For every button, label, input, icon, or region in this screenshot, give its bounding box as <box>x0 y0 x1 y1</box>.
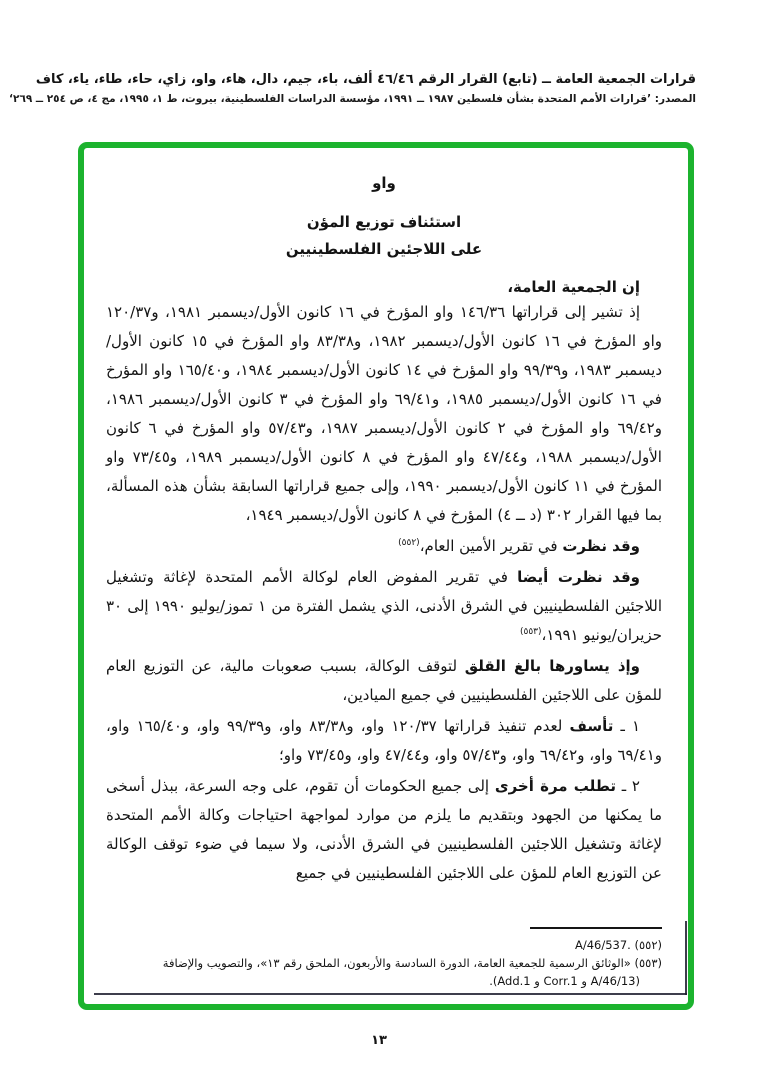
paragraph-lead-words: تطلب مرة أخرى <box>494 777 617 795</box>
paragraph-lead-words: وقد نظرت أيضا <box>517 568 640 586</box>
footnote-separator <box>530 927 662 929</box>
paragraph-lead-words: تأسف <box>569 717 614 735</box>
document-title-line2: على اللاجئين الفلسطينيين <box>285 240 483 258</box>
header-title: قرارات الجمعية العامة ــ (تابع) القرار الرقم ٤٦/٤٦ ألف، باء، جيم، دال، هاء، واو، زاي، حاء، طاء، ياء، كاف <box>35 72 696 87</box>
resolution-paragraph: وقد نظرت أيضا في تقرير المفوض العام لوكالة الأمم المتحدة لإغاثة وتشغيل اللاجئين الفلسطينيين في الشرق الأدنى، الذي يشمل الفترة من ١ تموز/يوليو ١٩٩٠ إلى ٣٠ حزيران/يونيو ١٩٩١،$^{(٥٥٣)}$ <box>106 568 663 644</box>
footnote-line: (٥٥٣) «الوثائق الرسمية للجمعية العامة، الدورة السادسة والأربعون، الملحق رقم ١٣»، والتصويب والإضافة (A/46/13 و Corr.1 و Add.1).‏ <box>162 956 662 988</box>
document-frame <box>78 142 694 1010</box>
resolution-paragraph: ٢ ـ تطلب مرة أخرى إلى جميع الحكومات أن تقوم، على وجه السرعة، ببذل أسخى ما يمكنها من الجهود وبتقديم ما يلزم من موارد لمواجهة احتياجات وكالة الأمم المتحدة لإغاثة وتشغيل اللاجئين الفلسطينيين في الشرق الأدنى، ولا سيما في ضوء توقف الوكالة عن التوزيع العام للمؤن على اللاجئين الفلسطينيين في جميع <box>106 777 662 882</box>
document-title <box>106 209 662 263</box>
paragraph-lead-words: وإذ يساورها بالغ القلق <box>464 657 640 675</box>
document-title-line1: استئناف توزيع المؤن <box>306 213 462 231</box>
footnote-line: (٥٥٢) A/46/537.‎ <box>574 938 662 952</box>
resolution-paragraph: ١ ـ تأسف لعدم تنفيذ قراراتها ١٢٠/٣٧ واو، و٨٣/٣٨ واو، و٩٩/٣٩ واو، و١٦٥/٤٠ واو، و٦٩/٤١ واو، و٦٩/٤٢ واو، و٥٧/٤٣ واو، و٤٧/٤٤ واو، و٧٣/٤٥ واو؛ <box>106 717 662 764</box>
scan-edge-vertical <box>685 921 687 995</box>
paragraph-lead-words: وقد نظرت <box>562 537 640 555</box>
footnote-reference: (٥٥٢) <box>398 538 420 548</box>
resolution-paragraph: وقد نظرت في تقرير الأمين العام،$^{(٥٥٢)}$ <box>398 537 640 555</box>
preamble-opening: إن الجمعية العامة، <box>507 278 640 296</box>
section-letter: واو <box>372 174 396 192</box>
resolution-paragraph: إذ تشير إلى قراراتها ١٤٦/٣٦ واو المؤرخ في ١٦ كانون الأول/ديسمبر ١٩٨١، و١٢٠/٣٧ واو المؤرخ في ١٦ كانون الأول/ديسمبر ١٩٨٢، و٨٣/٣٨ واو المؤرخ في ١٥ كانون الأول/ديسمبر ١٩٨٣، و٩٩/٣٩ واو المؤرخ في ١٤ كانون الأول/ديسمبر ١٩٨٤، و١٦٥/٤٠ واو المؤرخ في ١٦ كانون الأول/ديسمبر ١٩٨٥، و٦٩/٤١ واو المؤرخ في ٣ كانون الأول/ديسمبر ١٩٨٦، و٦٩/٤٢ واو المؤرخ في ٢ كانون الأول/ديسمبر ١٩٨٧، و٥٧/٤٣ واو المؤرخ في ٦ كانون الأول/ديسمبر ١٩٨٨، و٤٧/٤٤ واو المؤرخ في ٨ كانون الأول/ديسمبر ١٩٨٩، و٧٣/٤٥ واو المؤرخ في ١١ كانون الأول/ديسمبر ١٩٩٠، وإلى جميع قراراتها السابقة بشأن هذه المسألة، بما فيها القرار ٣٠٢ (د ــ ٤) المؤرخ في ٨ كانون الأول/ديسمبر ١٩٤٩، <box>106 303 663 524</box>
footnotes-block <box>110 923 662 990</box>
page-number: ١٣ <box>371 1033 387 1048</box>
scan-edge-horizontal <box>94 993 687 995</box>
footnote-list <box>110 936 662 990</box>
resolution-paragraph: وإذ يساورها بالغ القلق لتوقف الوكالة، بسبب صعوبات مالية، عن التوزيع العام للمؤن على اللاجئين الفلسطينيين في جميع الميادين، <box>106 657 662 704</box>
header-source-line: المصدر: ’قرارات الأمم المتحدة بشأن فلسطين ١٩٨٧ ــ ١٩٩١، مؤسسة الدراسات الفلسطينية، بيروت، ط ١، ١٩٩٥، مج ٤، ص ٢٥٤ ــ ٢٦٩‘ <box>9 93 696 105</box>
footnote-reference: (٥٥٣) <box>519 627 542 637</box>
resolution-body <box>106 298 662 888</box>
page-header <box>9 72 696 105</box>
